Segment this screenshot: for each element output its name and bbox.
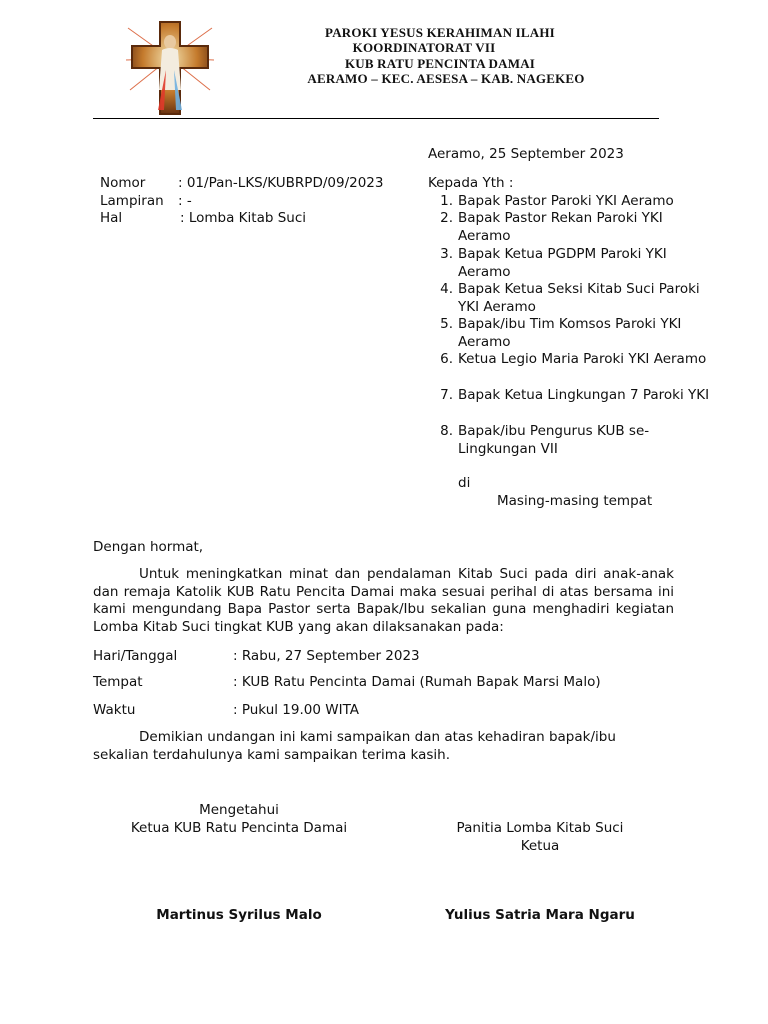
list-item-text: Bapak Pastor Rekan Paroki YKI Aeramo [458, 210, 663, 244]
greeting: Dengan hormat, [93, 539, 204, 555]
header-divider [93, 118, 659, 119]
list-item-number: 7. [440, 387, 453, 403]
header-line-4: AERAMO – KEC. AESESA – KAB. NAGEKEO [307, 71, 585, 86]
detail-value: : Rabu, 27 September 2023 [233, 648, 420, 664]
detail-hari-tanggal [93, 648, 420, 664]
header-line-1: PAROKI YESUS KERAHIMAN ILAHI [325, 25, 555, 40]
list-item-number: 8. [440, 423, 453, 439]
detail-label: Tempat [93, 674, 143, 690]
recipients-di: di [458, 475, 471, 491]
list-item-text: Bapak/ibu Pengurus KUB se-Lingkungan VII [458, 423, 650, 457]
nomor-label: Nomor [100, 175, 146, 191]
recipients-tempat: Masing-masing tempat [497, 493, 653, 509]
header-line-2: KOORDINATORAT VII [352, 40, 496, 55]
paragraph-closing: Demikian undangan ini kami sampaikan dan atas kehadiran bapak/ibu sekalian terdahulunya kami sampaikan terima kasih. [93, 729, 616, 763]
list-item-number: 4. [440, 281, 453, 297]
sig-left-line2: Ketua KUB Ratu Pencinta Damai [130, 820, 348, 836]
divine-mercy-cross-icon [126, 20, 214, 116]
list-item-text: Bapak Ketua Seksi Kitab Suci Paroki YKI Aeramo [458, 281, 700, 315]
sig-left-name: Martinus Syrilus Malo [156, 907, 322, 923]
list-item-text: Bapak/ibu Tim Komsos Paroki YKI Aeramo [458, 316, 682, 350]
sig-right-name: Yulius Satria Mara Ngaru [445, 907, 635, 923]
recipients-heading: Kepada Yth : [428, 175, 514, 191]
meta-lampiran [100, 193, 192, 209]
meta-hal [100, 210, 306, 226]
detail-value: : Pukul 19.00 WITA [233, 702, 360, 718]
list-item-number: 5. [440, 316, 453, 332]
detail-waktu [93, 702, 359, 718]
sig-left-line1: Mengetahui [199, 802, 279, 818]
date-place: Aeramo, 25 September 2023 [428, 146, 624, 162]
hal-value: : Lomba Kitab Suci [180, 210, 306, 226]
list-item-number: 6. [440, 351, 453, 367]
sig-right-line1: Panitia Lomba Kitab Suci [456, 820, 624, 836]
list-item-number: 1. [440, 193, 453, 209]
hal-label: Hal [100, 210, 123, 226]
list-item-text: Ketua Legio Maria Paroki YKI Aeramo [458, 351, 707, 367]
lampiran-label: Lampiran [100, 193, 164, 209]
nomor-value: : 01/Pan-LKS/KUBRPD/09/2023 [178, 175, 384, 191]
detail-label: Hari/Tanggal [93, 648, 178, 664]
sig-right-line2: Ketua [520, 838, 560, 854]
paragraph-intro: Untuk meningkatkan minat dan pendalaman Kitab Suci pada diri anak-anak dan remaja Katolik KUB Ratu Pencita Damai maka sesuai perihal di atas bersama ini kami mengundang Bapa Pastor serta Bapak/Ibu sekalian guna menghadiri kegiatan Lomba Kitab Suci tingkat KUB yang akan dilaksanakan pada: [93, 566, 674, 636]
list-item-text: Bapak Ketua Lingkungan 7 Paroki YKI [458, 387, 710, 403]
detail-value: : KUB Ratu Pencinta Damai (Rumah Bapak Marsi Malo) [233, 674, 601, 690]
list-item-text: Bapak Ketua PGDPM Paroki YKI Aeramo [458, 246, 667, 280]
list-item-text: Bapak Pastor Paroki YKI Aeramo [458, 193, 674, 209]
detail-tempat [93, 674, 601, 690]
header-line-3: KUB RATU PENCINTA DAMAI [344, 56, 536, 71]
meta-nomor [100, 175, 383, 191]
detail-label: Waktu [93, 702, 136, 718]
lampiran-value: : - [178, 193, 192, 209]
list-item-number: 3. [440, 246, 453, 262]
list-item-number: 2. [440, 210, 453, 226]
